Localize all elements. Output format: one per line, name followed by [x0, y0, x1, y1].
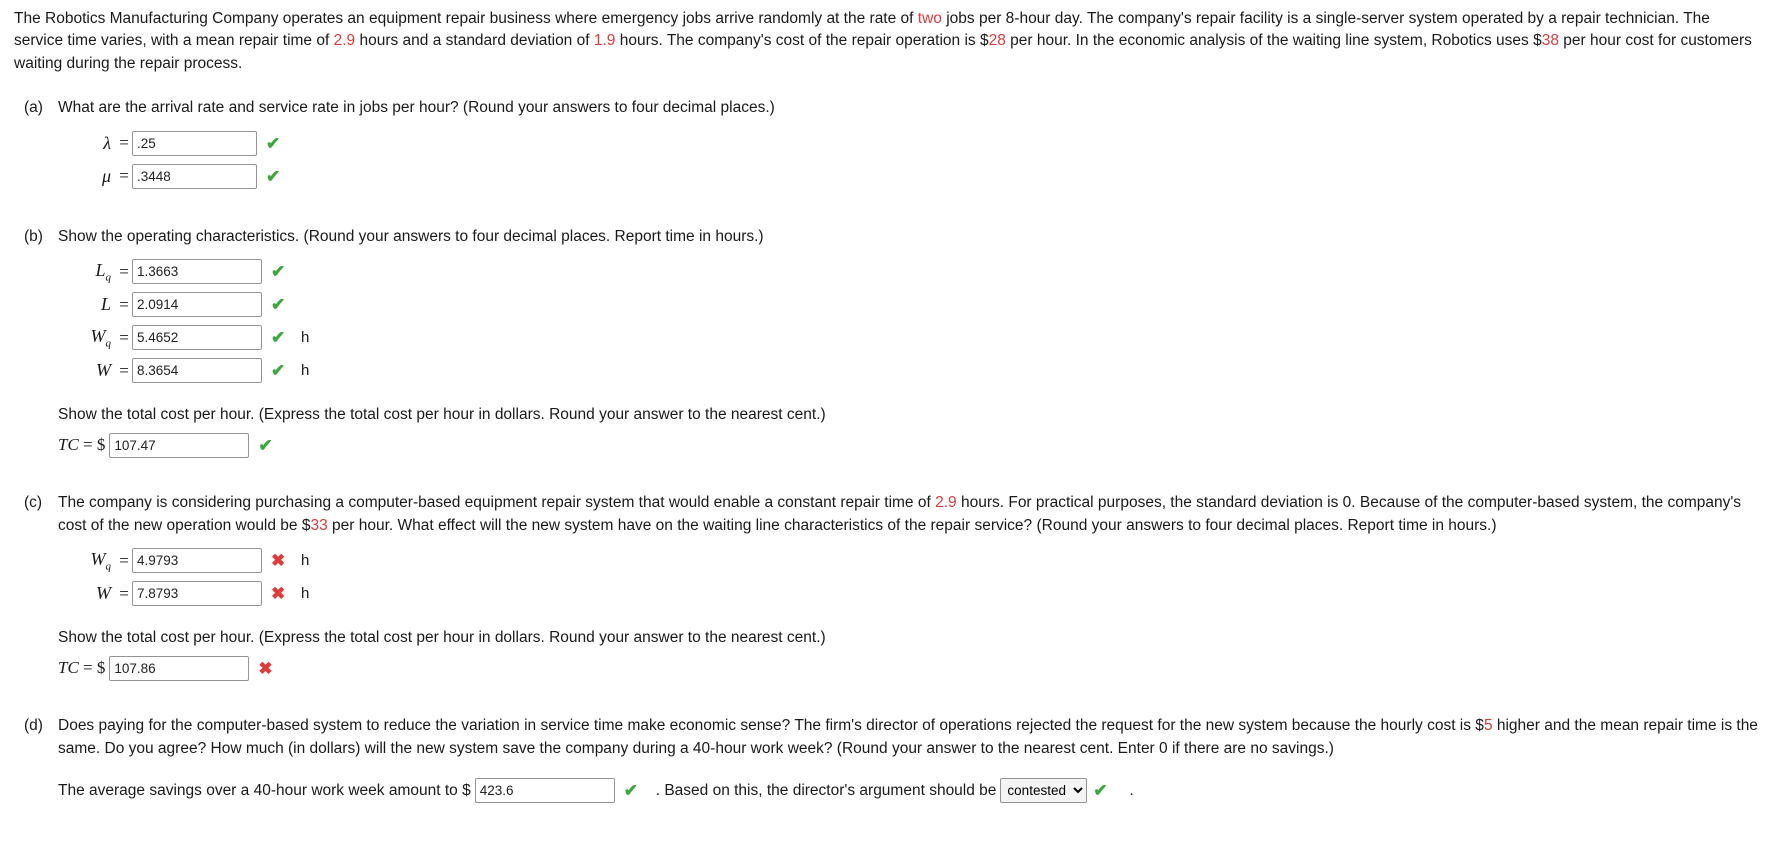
w-input-c[interactable]: [132, 581, 262, 606]
highlighted-value: 33: [310, 516, 328, 534]
equals-sign: =: [119, 327, 129, 347]
equals-sign: =: [119, 133, 129, 153]
part-b-total-cost-input[interactable]: [109, 433, 249, 458]
unit-hours: h: [301, 362, 310, 380]
wq-input-c[interactable]: [132, 548, 262, 573]
field-lq: [58, 256, 1762, 287]
wq-input[interactable]: [132, 325, 262, 350]
period-label: .: [1129, 781, 1134, 799]
part-d-answer-row: [58, 778, 1762, 803]
cross-icon: ✖: [271, 584, 286, 604]
part-c: [14, 492, 1762, 683]
part-d: [14, 715, 1762, 803]
field-w: [58, 355, 1762, 386]
tc-label: TC = $: [58, 658, 106, 678]
part-d-question: Does paying for the computer-based system to reduce the variation in service time make economic sense? The firm's director of operations rejected the request for the new system because the hourly cost is $5 higher and the mean repair time is the same. Do you agree? How much (in dollars) will the new system save the company during a 40-hour work week? (Round your answer to the nearest cent. Enter 0 if there are no savings.): [58, 717, 1758, 757]
part-a-fields: [58, 128, 1762, 192]
cross-icon: ✖: [271, 551, 286, 571]
part-b-label: (b): [24, 227, 43, 245]
highlighted-value: 1.9: [593, 32, 616, 50]
check-icon: ✔: [258, 435, 273, 455]
field-mu: [58, 161, 1762, 192]
savings-middle-label: . Based on this, the director's argument should be: [655, 781, 997, 799]
check-icon: ✔: [266, 133, 281, 153]
l-input[interactable]: [132, 292, 262, 317]
check-icon: ✔: [1093, 781, 1108, 801]
part-b-total-cost-row: [58, 430, 1762, 460]
problem-statement: The Robotics Manufacturing Company operates an equipment repair business where emergency jobs arrive randomly at the rate of two jobs per 8-hour day. The company's repair facility is a single-server system operated by a repair technician. The service time varies, with a mean repair time of 2.9 hours and a standard deviation of 1.9 hours. The company's cost of the repair operation is $28 per hour. In the economic analysis of the waiting line system, Robotics uses $38 per hour cost for customers waiting during the repair process.: [14, 10, 1752, 72]
part-b-fields: [58, 256, 1762, 386]
part-c-label: (c): [24, 494, 43, 512]
equals-sign: =: [119, 550, 129, 570]
equals-sign: =: [119, 166, 129, 186]
check-icon: ✔: [623, 781, 638, 801]
field-wq: [58, 322, 1762, 353]
lambda-input[interactable]: [132, 131, 257, 156]
part-c-total-cost-input[interactable]: [109, 656, 249, 681]
mu-symbol: μ: [101, 165, 111, 186]
check-icon: ✔: [266, 166, 281, 186]
savings-input[interactable]: [475, 778, 615, 803]
part-c-fields: [58, 545, 1762, 609]
tc-label: TC = $: [58, 435, 106, 455]
savings-prefix-label: The average savings over a 40-hour work week amount to $: [58, 781, 471, 799]
wq-symbol: $W_q$: [90, 325, 111, 350]
highlighted-value: two: [917, 10, 942, 27]
field-wq-c: [58, 545, 1762, 576]
check-icon: ✔: [271, 295, 286, 315]
part-a-label: (a): [24, 99, 43, 117]
check-icon: ✔: [271, 361, 286, 381]
highlighted-value: 5: [1483, 717, 1493, 735]
part-b-cost-text: Show the total cost per hour. (Express the total cost per hour in dollars. Round your answer to the nearest cent.): [58, 406, 826, 424]
highlighted-value: 28: [988, 32, 1006, 50]
check-icon: ✔: [271, 262, 286, 282]
w-symbol: W: [96, 360, 111, 381]
unit-hours: h: [301, 329, 310, 347]
l-symbol: L: [100, 294, 111, 315]
part-b: [14, 226, 1762, 460]
part-c-total-cost-row: [58, 653, 1762, 683]
lq-symbol: $L_q$: [95, 259, 111, 284]
mu-input[interactable]: [132, 164, 257, 189]
field-lambda: [58, 128, 1762, 159]
w-symbol: W: [96, 583, 111, 603]
part-a-question: What are the arrival rate and service rate in jobs per hour? (Round your answers to four decimal places.): [58, 99, 775, 117]
highlighted-value: 2.9: [333, 32, 356, 50]
equals-sign: =: [119, 360, 129, 380]
argument-dropdown[interactable]: [1000, 778, 1087, 803]
highlighted-value: 38: [1541, 32, 1559, 50]
cross-icon: ✖: [258, 658, 273, 678]
equals-sign: =: [119, 261, 129, 281]
part-d-label: (d): [24, 717, 43, 735]
field-w-c: [58, 578, 1762, 609]
wq-symbol: $W_q$: [90, 548, 111, 573]
unit-hours: h: [301, 552, 310, 570]
equals-sign: =: [119, 583, 129, 603]
check-icon: ✔: [271, 328, 286, 348]
part-b-question: Show the operating characteristics. (Round your answers to four decimal places. Report time in hours.): [58, 227, 764, 245]
part-c-cost-text: Show the total cost per hour. (Express the total cost per hour in dollars. Round your answer to the nearest cent.): [58, 629, 826, 647]
w-input[interactable]: [132, 358, 262, 383]
unit-hours: h: [301, 585, 310, 603]
part-a: [14, 97, 1762, 193]
field-l: [58, 289, 1762, 320]
lq-input[interactable]: [132, 259, 262, 284]
equals-sign: =: [119, 294, 129, 314]
part-c-question: The company is considering purchasing a computer-based equipment repair system that would enable a constant repair time of 2.9 hours. For practical purposes, the standard deviation is 0. Because of the computer-based system, the company's cost of the new operation would be $33 per hour. What effect will the new system have on the waiting line characteristics of the repair service? (Round your answers to four decimal places. Report time in hours.): [58, 494, 1742, 534]
highlighted-value: 2.9: [935, 494, 957, 512]
lambda-symbol: λ: [103, 132, 111, 153]
